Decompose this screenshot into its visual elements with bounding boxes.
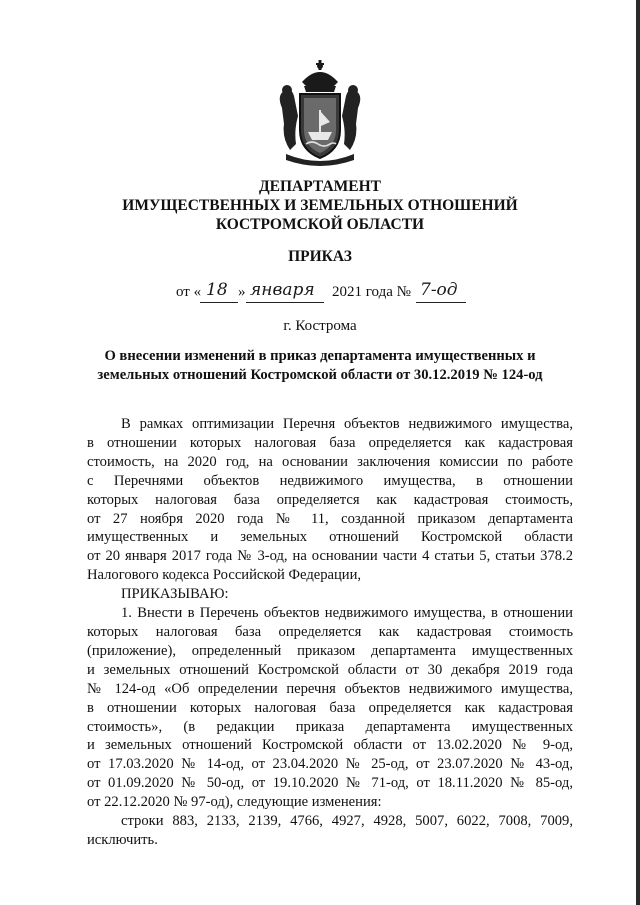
paragraph-1-line: которых налоговая база определяется как кадастровая стоимость, [87,491,573,508]
command-word: ПРИКАЗЫВАЮ: [121,586,229,603]
paragraph-1-line: от 20 января 2017 года № 3-од, на основании части 4 статьи 5, статьи 378.2 [87,548,573,565]
order-date-line [176,280,476,312]
city-name: г. Кострома [283,318,357,334]
scan-edge-shadow [636,0,640,905]
paragraph-1-line: В рамках оптимизации Перечня объектов недвижимого имущества, [121,416,573,432]
paragraph-1-line: Налогового кодекса Российской Федерации, [87,567,362,584]
paragraph-1-line: от 27 ноября 2020 года № 11, созданной приказом департамента [87,510,573,527]
paragraph-2-line: которых налоговая база определяется как кадастровая стоимость [87,623,573,640]
paragraph-1-line: имущественных и земельных отношений Костромской области [87,529,573,546]
department-name [0,177,640,234]
paragraph-1-line: стоимость, на 2020 год, на основании заключения комиссии по работе [87,453,573,470]
paragraph-2-line: (приложение), определенный приказом департамента имущественных [87,642,573,659]
paragraph-2-line: от 01.09.2020 № 50-од, от 19.10.2020 № 71-од, от 18.11.2020 № 85-од, [87,775,573,792]
paragraph-2-line: от 22.12.2020 № 97-од), следующие изменения: [87,794,382,811]
date-prefix: от « [176,284,202,300]
paragraph-2-line: 1. Внести в Перечень объектов недвижимого имущества, в отношении [121,605,573,622]
kostroma-coat-of-arms-emblem [272,60,368,168]
date-month-underline [246,302,324,303]
order-subject [80,347,560,385]
paragraph-2-line: и земельных отношений Костромской области от 13.02.2020 № 9-од, [87,737,573,754]
paragraph-2-line: стоимость», (в редакции приказа департамента имущественных [87,718,573,735]
order-title: ПРИКАЗ [288,248,352,265]
paragraph-2-line: от 17.03.2020 № 14-од, от 23.04.2020 № 25-од, от 23.07.2020 № 43-од, [87,756,573,773]
date-closing-quote: » [238,284,246,300]
paragraph-1-line: в отношении которых налоговая база определяется как кадастровая [87,434,573,451]
paragraph-2-line: и земельных отношений Костромской области от 30 декабря 2019 года [87,661,573,678]
order-number-handwritten: 7-од [420,280,458,300]
date-day-handwritten: 18 [206,280,228,300]
order-subject-line-1: О внесении изменений в приказ департамента имущественных и [104,348,536,364]
order-number-underline [416,302,466,303]
paragraph-3-line: исключить. [87,831,158,848]
order-body [87,415,573,850]
paragraph-3-line: строки 883, 2133, 2139, 4766, 4927, 4928, 5007, 6022, 7008, 7009, [121,813,573,830]
paragraph-2-line: в отношении которых налоговая база определяется как кадастровая [87,699,573,716]
department-name-line-3: КОСТРОМСКОЙ ОБЛАСТИ [215,216,425,233]
paragraph-2-line: № 124-од «Об определении перечня объектов недвижимого имущества, [87,680,573,697]
department-name-line-2: ИМУЩЕСТВЕННЫХ И ЗЕМЕЛЬНЫХ ОТНОШЕНИЙ [122,197,518,214]
order-subject-line-2: земельных отношений Костромской области от 30.12.2019 № 124-од [97,367,543,383]
department-name-line-1: ДЕПАРТАМЕНТ [258,178,382,195]
date-day-underline [200,302,238,303]
paragraph-1-line: с Перечнями объектов недвижимого имущества, в отношении [87,472,573,489]
date-year-text: 2021 года № [332,284,411,300]
date-month-handwritten: января [250,280,315,300]
